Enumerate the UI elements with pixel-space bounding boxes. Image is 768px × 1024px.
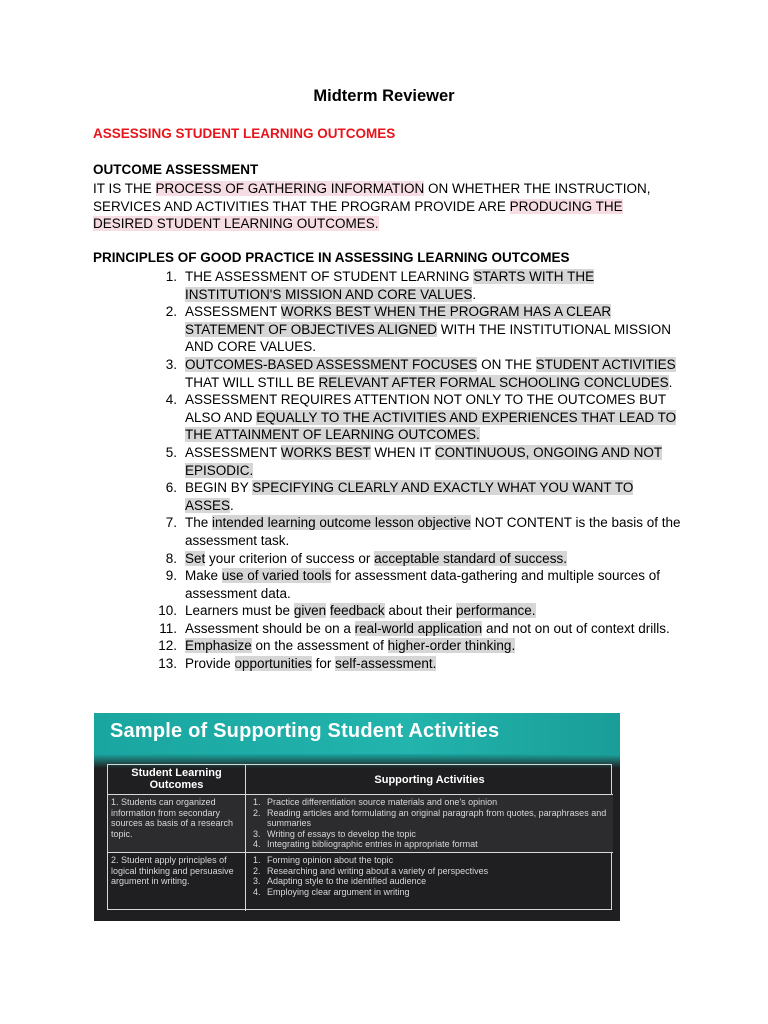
item-number: 12. <box>158 638 177 654</box>
item-number: 5. <box>165 444 177 460</box>
text-run: The <box>185 515 213 531</box>
list-item <box>151 637 681 655</box>
list-item <box>151 620 681 638</box>
highlighted-text: RELEVANT AFTER FORMAL SCHOOLING CONCLUDES <box>318 374 669 390</box>
activity-item <box>253 829 608 840</box>
text-run: for <box>311 656 336 672</box>
text-run: THE ASSESSMENT OF STUDENT LEARNING <box>185 269 474 284</box>
table-row <box>108 853 613 911</box>
highlighted-text: CONTINUOUS, ONGOING AND NOT EPISODIC. <box>185 444 663 478</box>
list-item <box>151 303 681 356</box>
section-title: ASSESSING STUDENT LEARNING OUTCOMES <box>93 126 396 141</box>
activity-text: Employing clear argument in writing <box>267 886 410 897</box>
text-run: ASSESSMENT <box>185 304 281 320</box>
text-run: about their <box>384 603 456 619</box>
outcome-cell: 2. Student apply principles of logical thinking and persuasive argument in writing. <box>111 855 234 886</box>
supporting-activities-image <box>94 713 620 921</box>
item-number: 8. <box>165 550 177 566</box>
text-run: ASSESSMENT REQUIRES ATTENTION NOT ONLY TO THE OUTCOMES BUT ALSO AND <box>185 392 666 425</box>
text-run: your criterion of success or <box>205 550 375 566</box>
item-number: 9. <box>165 568 177 584</box>
activity-number: 4. <box>253 839 261 850</box>
activity-number: 2. <box>253 807 261 818</box>
activity-item <box>253 839 608 850</box>
text-run: ON THE <box>477 356 536 372</box>
activity-item <box>253 866 608 877</box>
highlighted-text: STARTS WITH THE INSTITUTION'S MISSION AND CORE VALUES <box>185 269 595 302</box>
text-run: IT IS THE <box>93 181 156 196</box>
activity-number: 3. <box>253 876 261 887</box>
highlighted-text: Emphasize <box>185 638 252 654</box>
list-item <box>151 550 681 568</box>
text-run: ON WHETHER THE INSTRUCTION, SERVICES AND ACTIVITIES THAT THE PROGRAM PROVIDE ARE <box>93 181 651 214</box>
document-title: Midterm Reviewer <box>313 87 455 105</box>
activity-text: Reading articles and formulating an original paragraph from quotes, paraphrases and summaries <box>267 807 607 829</box>
highlighted-text: use of varied tools <box>221 568 332 584</box>
activity-number: 1. <box>253 797 261 807</box>
highlighted-text: intended learning outcome lesson objective <box>212 515 471 531</box>
text-run: . <box>230 497 234 513</box>
activity-text: Adapting style to the identified audience <box>267 876 427 887</box>
highlighted-text: given <box>293 603 327 619</box>
activity-item <box>253 876 608 887</box>
text-run: for assessment data-gathering and multiple sources of assessment data. <box>185 568 661 601</box>
principles-heading: PRINCIPLES OF GOOD PRACTICE IN ASSESSING LEARNING OUTCOMES <box>93 250 570 265</box>
highlighted-text: WORKS BEST WHEN THE PROGRAM HAS A CLEAR STATEMENT OF OBJECTIVES ALIGNED <box>185 304 612 337</box>
text-run: WHEN IT <box>370 444 435 460</box>
text-run: Assessment should be on a <box>185 620 355 636</box>
column-header-outcomes: Student Learning Outcomes <box>131 767 222 791</box>
activity-text: Practice differentiation source materials and one's opinion <box>267 797 498 807</box>
highlighted-text: WORKS BEST <box>280 444 371 460</box>
list-item <box>151 602 681 620</box>
highlighted-text: OUTCOMES-BASED ASSESSMENT FOCUSES <box>185 356 478 372</box>
text-run: Provide <box>185 656 235 672</box>
activity-number: 1. <box>253 855 261 865</box>
highlighted-text: feedback <box>329 603 385 619</box>
highlighted-text: Set <box>185 550 206 566</box>
highlighted-text: STUDENT ACTIVITIES <box>535 356 676 372</box>
item-number: 2. <box>165 304 177 320</box>
item-number: 4. <box>165 392 177 408</box>
activity-number: 2. <box>253 865 261 876</box>
list-item <box>151 655 681 673</box>
text-run: WITH THE INSTITUTIONAL MISSION AND CORE VALUES. <box>185 321 672 355</box>
item-number: 6. <box>165 480 177 496</box>
list-item <box>151 444 681 479</box>
highlighted-text: real-world application <box>354 620 483 636</box>
item-number: 1. <box>165 269 177 284</box>
highlighted-text: self-assessment. <box>335 656 437 672</box>
activity-text: Writing of essays to develop the topic <box>267 828 416 839</box>
text-run: Make <box>185 568 222 584</box>
text-run: . <box>668 374 673 390</box>
highlighted-text: acceptable standard of success. <box>374 550 567 566</box>
text-run: . <box>472 286 477 302</box>
activity-number: 4. <box>253 886 261 897</box>
list-item <box>151 479 681 514</box>
column-header-activities: Supporting Activities <box>374 774 485 786</box>
list-item <box>151 356 681 391</box>
highlighted-text: higher-order thinking. <box>387 638 516 654</box>
text-run: and not on out of context drills. <box>482 620 670 636</box>
activity-text: Integrating bibliographic entries in appropriate format <box>267 839 478 850</box>
principles-list <box>151 268 681 673</box>
text-run: on the assessment of <box>251 638 388 654</box>
image-title: Sample of Supporting Student Activities <box>110 720 500 742</box>
activity-item <box>253 797 608 808</box>
item-number: 11. <box>159 620 177 636</box>
activities-table <box>107 764 612 910</box>
outcome-heading: OUTCOME ASSESSMENT <box>93 162 259 177</box>
activity-item <box>253 887 608 898</box>
text-run: BEGIN BY <box>185 480 253 496</box>
activity-item <box>253 855 608 866</box>
activity-text: Forming opinion about the topic <box>267 855 394 865</box>
item-number: 3. <box>165 356 177 372</box>
item-number: 10. <box>158 603 177 619</box>
column-divider <box>245 765 246 911</box>
activity-text: Researching and writing about a variety of perspectives <box>267 865 489 876</box>
list-item <box>151 268 681 303</box>
outcome-cell: 1. Students can organized information from secondary sources as basis of a research topic. <box>111 797 234 839</box>
highlighted-text: performance. <box>455 603 536 619</box>
table-row <box>108 795 613 853</box>
list-item <box>151 514 681 549</box>
table-header-row <box>108 765 613 795</box>
highlighted-text: PRODUCING THE DESIRED STUDENT LEARNING OUTCOMES. <box>93 198 623 232</box>
list-item <box>151 391 681 444</box>
text-run: ASSESSMENT <box>185 444 281 460</box>
item-number: 13. <box>158 656 177 672</box>
text-run: THAT WILL STILL BE <box>185 374 319 390</box>
text-run: Learners must be <box>185 603 294 619</box>
activities-cell <box>253 797 608 850</box>
outcome-definition <box>93 180 663 233</box>
item-number: 7. <box>165 515 177 531</box>
highlighted-text: SPECIFYING CLEARLY AND EXACTLY WHAT YOU WANT TO ASSES <box>185 480 634 513</box>
highlighted-text: EQUALLY TO THE ACTIVITIES AND EXPERIENCES THAT LEAD TO THE ATTAINMENT OF LEARNING OUTCOMES. <box>185 409 677 443</box>
activities-cell <box>253 855 608 897</box>
highlighted-text: PROCESS OF GATHERING INFORMATION <box>155 181 425 196</box>
activity-number: 3. <box>253 828 261 839</box>
list-item <box>151 567 681 602</box>
text-run: NOT CONTENT is the basis of the assessment task. <box>185 515 681 548</box>
highlighted-text: opportunities <box>234 656 312 672</box>
activity-item <box>253 808 608 829</box>
